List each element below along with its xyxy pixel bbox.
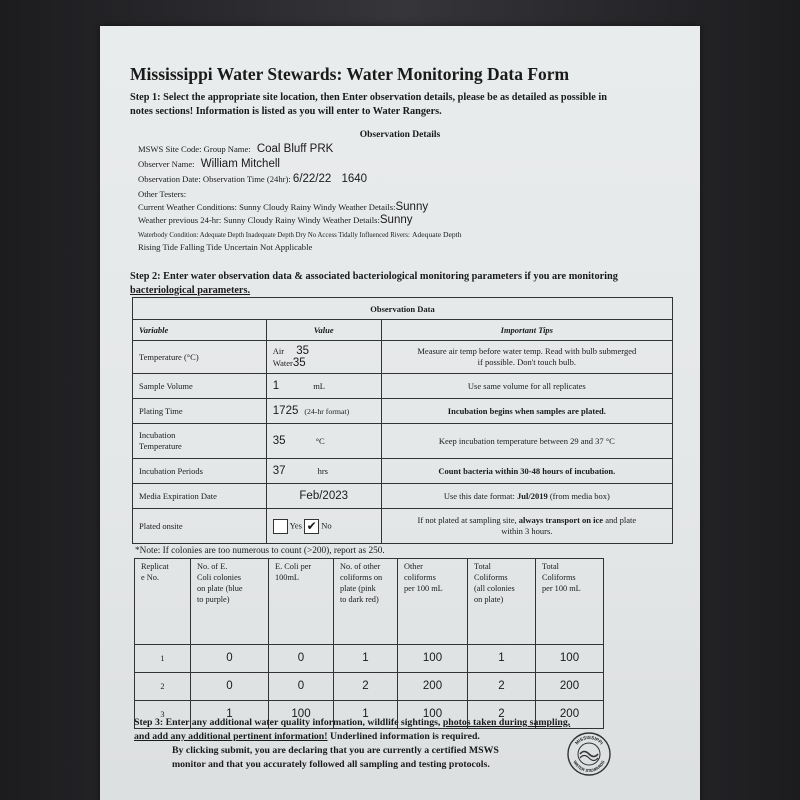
plating-time-unit: (24-hr format)	[304, 407, 350, 416]
replicate-header-7	[536, 559, 604, 645]
sample-volume-tip: Use same volume for all replicates	[381, 374, 672, 399]
site-row	[138, 143, 333, 155]
plating-time-cell	[266, 399, 381, 424]
date-label: Observation Date: Observation Time (24hr):	[138, 174, 291, 184]
replicate-value[interactable]: 1	[191, 701, 269, 729]
table-row	[135, 673, 604, 701]
replicate-value[interactable]: 100	[536, 645, 604, 673]
step3-line4: monitor and that you accurately followed all sampling and testing protocols.	[172, 759, 490, 770]
replicate-value[interactable]: 1	[468, 645, 536, 673]
row-temperature	[133, 341, 673, 374]
step2-line1: Step 2: Enter water observation data & associated bacteriological monitoring parameters if you are monitoring	[130, 271, 618, 282]
current-weather-row	[138, 201, 428, 213]
replicate-value[interactable]: 0	[269, 645, 334, 673]
replicate-header-line: Coliforms	[542, 573, 576, 582]
plating-time-value[interactable]: 1725	[272, 405, 299, 417]
current-weather-label: Current Weather Conditions: Sunny Cloudy Rainy Windy Weather Details:	[138, 202, 396, 212]
plated-tip-part-a: If not plated at sampling site,	[417, 515, 519, 525]
seal-top-text: MISSISSIPPI	[574, 734, 605, 746]
replicates-table	[134, 558, 604, 729]
temperature-value-cell	[266, 341, 381, 374]
replicate-header-line: No. of other	[340, 562, 381, 571]
incubation-periods-value[interactable]: 37	[272, 465, 286, 477]
water-label: Water	[272, 358, 293, 368]
replicate-header-line: coliforms on	[340, 573, 383, 582]
previous-weather-row	[138, 214, 412, 226]
observation-data-header	[133, 320, 673, 341]
replicate-header-line: Total	[542, 562, 559, 571]
no-label: No	[321, 519, 332, 530]
plating-time-tip: Incubation begins when samples are plated.	[381, 399, 672, 424]
form-title: Mississippi Water Stewards: Water Monitoring Data Form	[130, 64, 570, 84]
plated-onsite-label: Plated onsite	[133, 509, 267, 544]
other-testers-label: Other Testers:	[138, 189, 187, 199]
replicate-header-line: to dark red)	[340, 595, 379, 604]
replicate-value[interactable]: 100	[398, 645, 468, 673]
replicate-value[interactable]: 100	[398, 701, 468, 729]
replicate-value[interactable]: 0	[191, 673, 269, 701]
replicate-header-line: Total	[474, 562, 491, 571]
plated-tip-part-b: always transport on	[518, 515, 592, 525]
media-expiration-value[interactable]: Feb/2023	[299, 490, 349, 502]
current-weather-value[interactable]: Sunny	[395, 201, 429, 213]
plating-time-label: Plating Time	[133, 399, 267, 424]
replicate-value[interactable]: 200	[536, 701, 604, 729]
row-plating-time	[133, 399, 673, 424]
waterbody-value[interactable]: Adequate Depth	[412, 230, 462, 239]
replicate-header-line: Other	[404, 562, 423, 571]
yes-checkbox[interactable]	[273, 519, 288, 534]
checkmark-icon: ✔	[306, 518, 317, 533]
observation-details-heading: Observation Details	[359, 130, 441, 140]
header-value: Value	[266, 320, 381, 341]
replicate-header-line: e No.	[141, 573, 159, 582]
sample-volume-cell	[266, 374, 381, 399]
incubation-temp-cell	[266, 424, 381, 459]
temperature-tip	[381, 341, 672, 374]
replicate-value[interactable]: 100	[269, 701, 334, 729]
waterbody-label: Waterbody Condition: Adequate Depth Inadequate Depth Dry No Access Tidally Influenced Rivers:	[138, 232, 410, 239]
replicates-header	[135, 559, 604, 645]
replicate-header-line: plate (pink	[340, 584, 376, 593]
plated-tip-part-d: and plate	[603, 515, 637, 525]
header-tips: Important Tips	[381, 320, 672, 341]
replicate-header-line: 100mL	[275, 573, 299, 582]
replicate-value[interactable]: 200	[536, 673, 604, 701]
previous-weather-label: Weather previous 24-hr: Sunny Cloudy Rainy Windy Weather Details:	[138, 215, 380, 225]
air-label: Air	[272, 346, 285, 356]
step3-line2-text: Underlined information is required.	[327, 731, 480, 742]
plated-onsite-cell	[266, 509, 381, 544]
observer-value[interactable]: William Mitchell	[200, 158, 280, 170]
observation-data-caption: Observation Data	[133, 298, 673, 320]
replicate-header-line: on plate (blue	[197, 584, 243, 593]
replicate-header-line: per 100 mL	[404, 584, 443, 593]
replicate-header-5	[398, 559, 468, 645]
replicate-number: 2	[135, 673, 191, 701]
replicate-number: 3	[135, 701, 191, 729]
step3-line1-underlined: photos taken during sampling,	[442, 717, 571, 728]
plated-onsite-tip-line1	[388, 515, 666, 526]
no-checkbox[interactable]	[304, 519, 319, 534]
yes-label: Yes	[289, 519, 302, 530]
form-sheet	[100, 26, 700, 800]
replicate-header-line: No. of E.	[197, 562, 228, 571]
replicate-header-line: Replicat	[141, 562, 169, 571]
incubation-temp-label-line1: Incubation	[139, 430, 176, 440]
replicate-header-2	[191, 559, 269, 645]
media-expiration-cell	[266, 484, 381, 509]
mississippi-water-stewards-seal	[566, 731, 612, 777]
media-expiration-label: Media Expiration Date	[133, 484, 267, 509]
step3-instructions	[134, 716, 570, 772]
media-expiration-tip	[381, 484, 672, 509]
step3-line2-underlined: and add any additional pertinent information!	[134, 731, 328, 742]
colony-note: *Note: If colonies are too numerous to count (>200), report as 250.	[135, 546, 385, 556]
replicate-header-3	[269, 559, 334, 645]
waterbody-row	[138, 229, 462, 239]
step2-line2: bacteriological parameters.	[130, 285, 251, 296]
step1-line1: Step 1: Select the appropriate site location, then Enter observation details, please be as detailed as possible in	[130, 92, 607, 103]
step1-line2: notes sections! Information is listed as you will enter to Water Rangers.	[130, 106, 442, 117]
table-row	[135, 645, 604, 673]
temperature-label: Temperature (°C)	[133, 341, 267, 374]
water-value[interactable]: 35	[292, 357, 306, 369]
incubation-temp-unit: °C	[315, 436, 325, 446]
incubation-temp-label	[133, 424, 267, 459]
replicate-header-line: per 100 mL	[542, 584, 581, 593]
incubation-temp-value[interactable]: 35	[272, 435, 286, 447]
replicate-value[interactable]: 0	[191, 645, 269, 673]
step2-instructions	[130, 270, 618, 298]
replicate-header-line: to purple)	[197, 595, 230, 604]
tide-options[interactable]: Rising Tide Falling Tide Uncertain Not Applicable	[138, 242, 313, 252]
replicate-header-4	[334, 559, 398, 645]
replicate-value[interactable]: 200	[398, 673, 468, 701]
date-value[interactable]: 6/22/22	[292, 173, 332, 185]
replicate-number: 1	[135, 645, 191, 673]
date-row	[138, 173, 367, 185]
row-incubation-temperature	[133, 424, 673, 459]
step1-instructions	[130, 91, 607, 119]
replicate-header-line: Coliforms	[474, 573, 508, 582]
observer-row	[138, 158, 280, 170]
incubation-temp-tip: Keep incubation temperature between 29 and 37 °C	[381, 424, 672, 459]
observer-label: Observer Name:	[138, 159, 195, 169]
replicate-header-6	[468, 559, 536, 645]
row-incubation-periods	[133, 459, 673, 484]
media-expiration-tip-suffix: (from media box)	[547, 490, 610, 501]
incubation-periods-unit: hrs	[317, 466, 328, 476]
replicate-header-1	[135, 559, 191, 645]
sample-volume-value[interactable]: 1	[272, 380, 280, 392]
replicate-header-line: Coli colonies	[197, 573, 242, 582]
incubation-periods-tip: Count bacteria within 30-48 hours of incubation.	[381, 459, 672, 484]
replicate-value[interactable]: 2	[468, 701, 536, 729]
replicate-header-line: (all colonies	[474, 584, 515, 593]
media-expiration-tip-prefix: Use this date format:	[443, 490, 518, 501]
replicate-value[interactable]: 2	[334, 673, 398, 701]
sample-volume-unit: mL	[313, 381, 325, 391]
media-expiration-tip-example: Jul/2019	[517, 490, 548, 501]
sample-volume-label: Sample Volume	[133, 374, 267, 399]
row-plated-onsite	[133, 509, 673, 544]
replicate-header-line: E. Coli per	[275, 562, 312, 571]
header-variable: Variable	[133, 320, 267, 341]
step3-line1-text: Step 3: Enter any additional water quality information, wildlife sightings,	[134, 717, 443, 728]
replicate-value[interactable]: 0	[269, 673, 334, 701]
observation-data-table	[132, 297, 673, 544]
step3-line3: By clicking submit, you are declaring that you are currently a certified MSWS	[172, 745, 499, 756]
site-label: MSWS Site Code: Group Name:	[138, 144, 251, 154]
time-value[interactable]: 1640	[341, 173, 368, 185]
plated-tip-part-c: ice	[591, 515, 604, 525]
incubation-periods-label: Incubation Periods	[133, 459, 267, 484]
seal-bottom-text: WATER STEWARDS	[572, 759, 606, 774]
replicate-value[interactable]: 2	[468, 673, 536, 701]
row-media-expiration	[133, 484, 673, 509]
air-value[interactable]: 35	[296, 345, 310, 357]
step3-line1	[134, 716, 570, 730]
plated-onsite-tip-line2: within 3 hours.	[501, 526, 553, 536]
temperature-tip-line1: Measure air temp before water temp. Read with bulb submerged	[417, 346, 637, 356]
temperature-tip-line2: if possible. Don't touch bulb.	[477, 357, 576, 367]
incubation-periods-cell	[266, 459, 381, 484]
row-sample-volume	[133, 374, 673, 399]
site-value[interactable]: Coal Bluff PRK	[256, 143, 334, 155]
replicate-value[interactable]: 1	[334, 701, 398, 729]
incubation-temp-label-line2: Temperature	[139, 441, 182, 451]
replicate-header-line: on plate)	[474, 595, 504, 604]
plated-onsite-tip	[381, 509, 672, 544]
replicate-header-line: coliforms	[404, 573, 436, 582]
previous-weather-value[interactable]: Sunny	[379, 214, 413, 226]
step3-line2	[134, 730, 570, 744]
replicate-value[interactable]: 1	[334, 645, 398, 673]
